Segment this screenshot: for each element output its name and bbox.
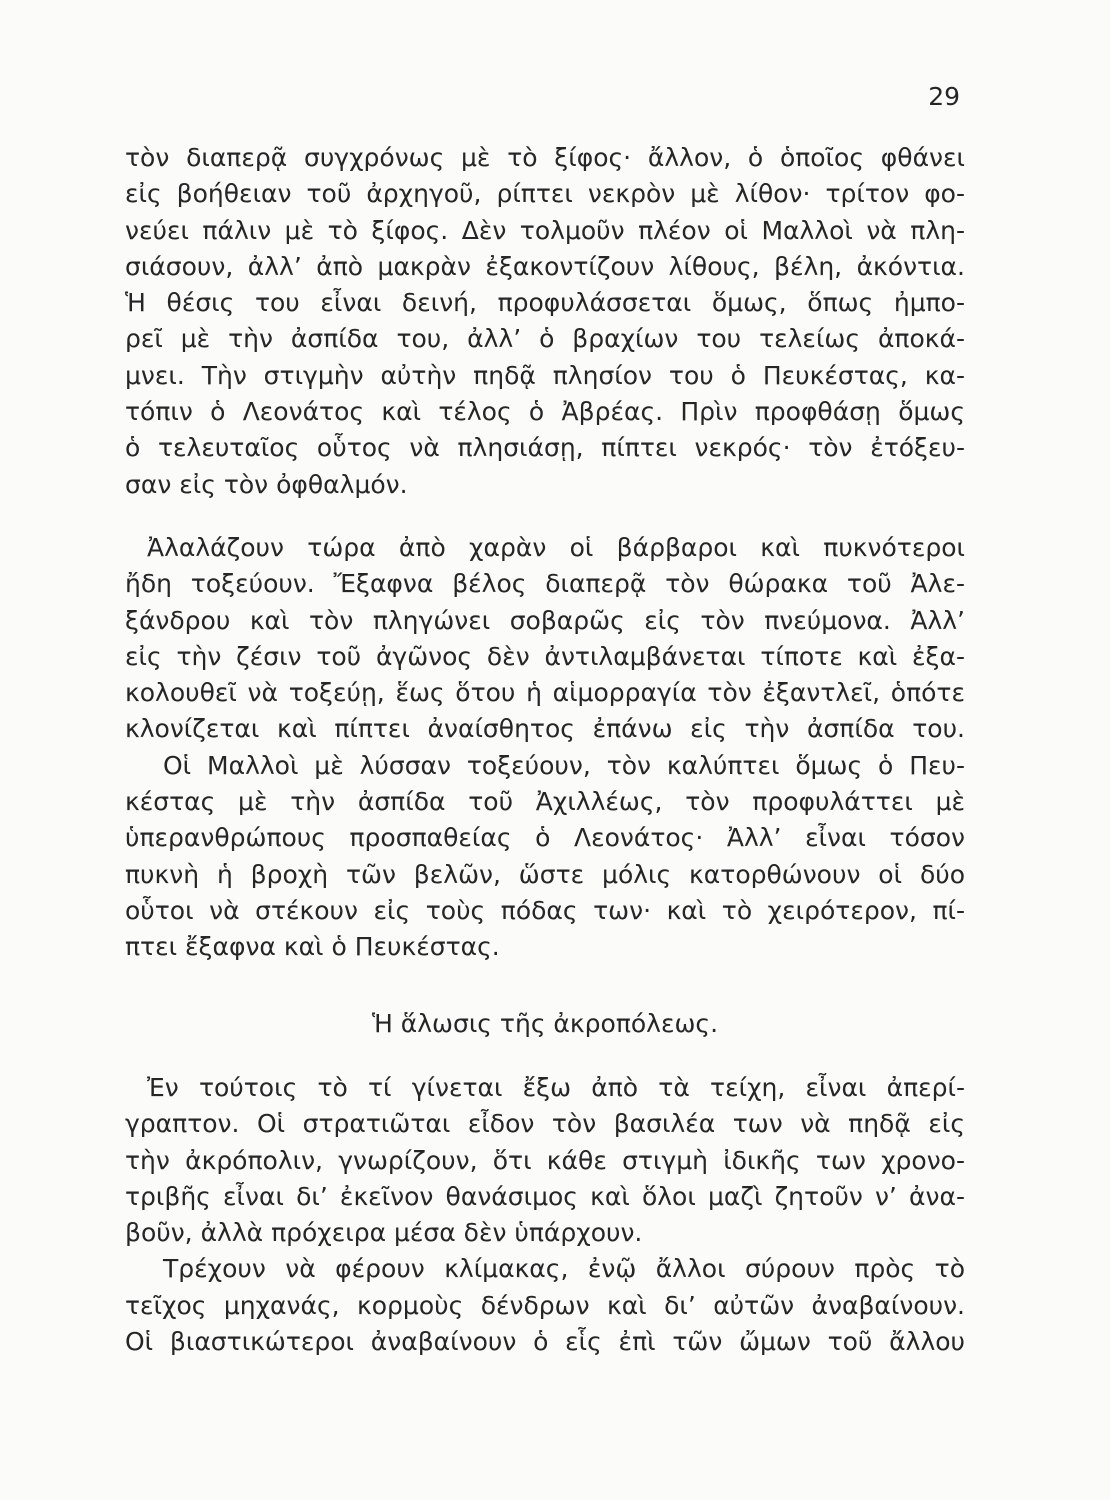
text-line: κλονίζεται καὶ πίπτει ἀναίσθητος ἐπάνω εἰς τὴν ἀσπίδα του.: [125, 714, 965, 744]
paragraph-block-1: [125, 140, 965, 503]
page-number: 29: [928, 82, 960, 111]
paragraph-block-3: [125, 1070, 965, 1360]
text-line: σιάσουν, ἀλλ’ ἀπὸ μακρὰν ἐξακοντίζουν λίθους, βέλη, ἀκόντια.: [125, 251, 965, 281]
text-line: Οἱ βιαστικώτεροι ἀναβαίνουν ὁ εἷς ἐπὶ τῶν ὤμων τοῦ ἄλλου: [125, 1327, 965, 1357]
paragraph-block-2: [125, 530, 965, 966]
text-line: μνει. Τὴν στιγμὴν αὐτὴν πηδᾷ πλησίον του ὁ Πευκέστας, κα-: [125, 360, 965, 390]
text-line: εἰς βοήθειαν τοῦ ἀρχηγοῦ, ρίπτει νεκρὸν μὲ λίθον· τρίτον φο-: [125, 179, 965, 209]
text-line: νεύει πάλιν μὲ τὸ ξίφος. Δὲν τολμοῦν πλέον οἱ Μαλλοὶ νὰ πλη-: [125, 215, 965, 245]
text-line: βοῦν, ἀλλὰ πρόχειρα μέσα δὲν ὑπάρχουν.: [125, 1218, 643, 1248]
text-line: ξάνδρου καὶ τὸν πληγώνει σοβαρῶς εἰς τὸν πνεύμονα. Ἀλλ’: [125, 605, 965, 635]
text-line: κολουθεῖ νὰ τοξεύῃ, ἕως ὅτου ἡ αἱμορραγία τὸν ἐξαντλεῖ, ὁπότε: [125, 678, 965, 708]
text-line: εἰς τὴν ζέσιν τοῦ ἀγῶνος δὲν ἀντιλαμβάνεται τίποτε καὶ ἐξα-: [125, 641, 965, 671]
text-line: σαν εἰς τὸν ὀφθαλμόν.: [125, 469, 408, 499]
text-line: πτει ἔξαφνα καὶ ὁ Πευκέστας.: [125, 932, 500, 962]
text-line: πυκνὴ ἡ βροχὴ τῶν βελῶν, ὥστε μόλις κατορθώνουν οἱ δύο: [125, 859, 965, 889]
text-line: ὑπερανθρώπους προσπαθείας ὁ Λεονάτος· Ἀλλ’ εἶναι τόσον: [125, 823, 965, 853]
text-line: γραπτον. Οἱ στρατιῶται εἶδον τὸν βασιλέα των νὰ πηδᾷ εἰς: [125, 1109, 965, 1139]
text-line: ὁ τελευταῖος οὗτος νὰ πλησιάσῃ, πίπτει νεκρός· τὸν ἐτόξευ-: [125, 433, 965, 463]
text-line: τόπιν ὁ Λεονάτος καὶ τέλος ὁ Ἀβρέας. Πρὶν προφθάσῃ ὅμως: [125, 397, 965, 427]
text-line: τεῖχος μηχανάς, κορμοὺς δένδρων καὶ δι’ αὐτῶν ἀναβαίνουν.: [125, 1290, 965, 1320]
text-line: Οἱ Μαλλοὶ μὲ λύσσαν τοξεύουν, τὸν καλύπτει ὅμως ὁ Πευ-: [163, 750, 965, 780]
text-line: Ἐν τούτοις τὸ τί γίνεται ἔξω ἀπὸ τὰ τείχη, εἶναι ἀπερί-: [147, 1073, 965, 1102]
text-line: ρεῖ μὲ τὴν ἀσπίδα του, ἀλλ’ ὁ βραχίων του τελείως ἀποκά-: [125, 324, 965, 354]
text-line: κέστας μὲ τὴν ἀσπίδα τοῦ Ἀχιλλέως, τὸν προφυλάττει μὲ: [125, 787, 965, 817]
text-line: τὴν ἀκρόπολιν, γνωρίζουν, ὅτι κάθε στιγμὴ ἰδικῆς των χρονο-: [125, 1145, 965, 1175]
text-line: οὗτοι νὰ στέκουν εἰς τοὺς πόδας των· καὶ τὸ χειρότερον, πί-: [125, 895, 965, 925]
section-heading: Ἡ ἅλωσις τῆς ἀκροπόλεως.: [371, 1009, 719, 1038]
text-line: Ἡ θέσις του εἶναι δεινή, προφυλάσσεται ὅμως, ὅπως ἠμπο-: [125, 288, 965, 318]
text-line: τριβῆς εἶναι δι’ ἐκεῖνον θανάσιμος καὶ ὅλοι μαζὶ ζητοῦν ν’ ἀνα-: [125, 1181, 965, 1211]
text-line: ἤδη τοξεύουν. Ἔξαφνα βέλος διαπερᾷ τὸν θώρακα τοῦ Ἀλε-: [125, 569, 965, 599]
text-line: τὸν διαπερᾷ συγχρόνως μὲ τὸ ξίφος· ἄλλον, ὁ ὁποῖος φθάνει: [125, 143, 965, 172]
text-line: Τρέχουν νὰ φέρουν κλίμακας, ἐνῷ ἄλλοι σύρουν πρὸς τὸ: [163, 1254, 965, 1284]
text-line: Ἀλαλάζουν τώρα ἀπὸ χαρὰν οἱ βάρβαροι καὶ πυκνότεροι: [147, 533, 965, 562]
